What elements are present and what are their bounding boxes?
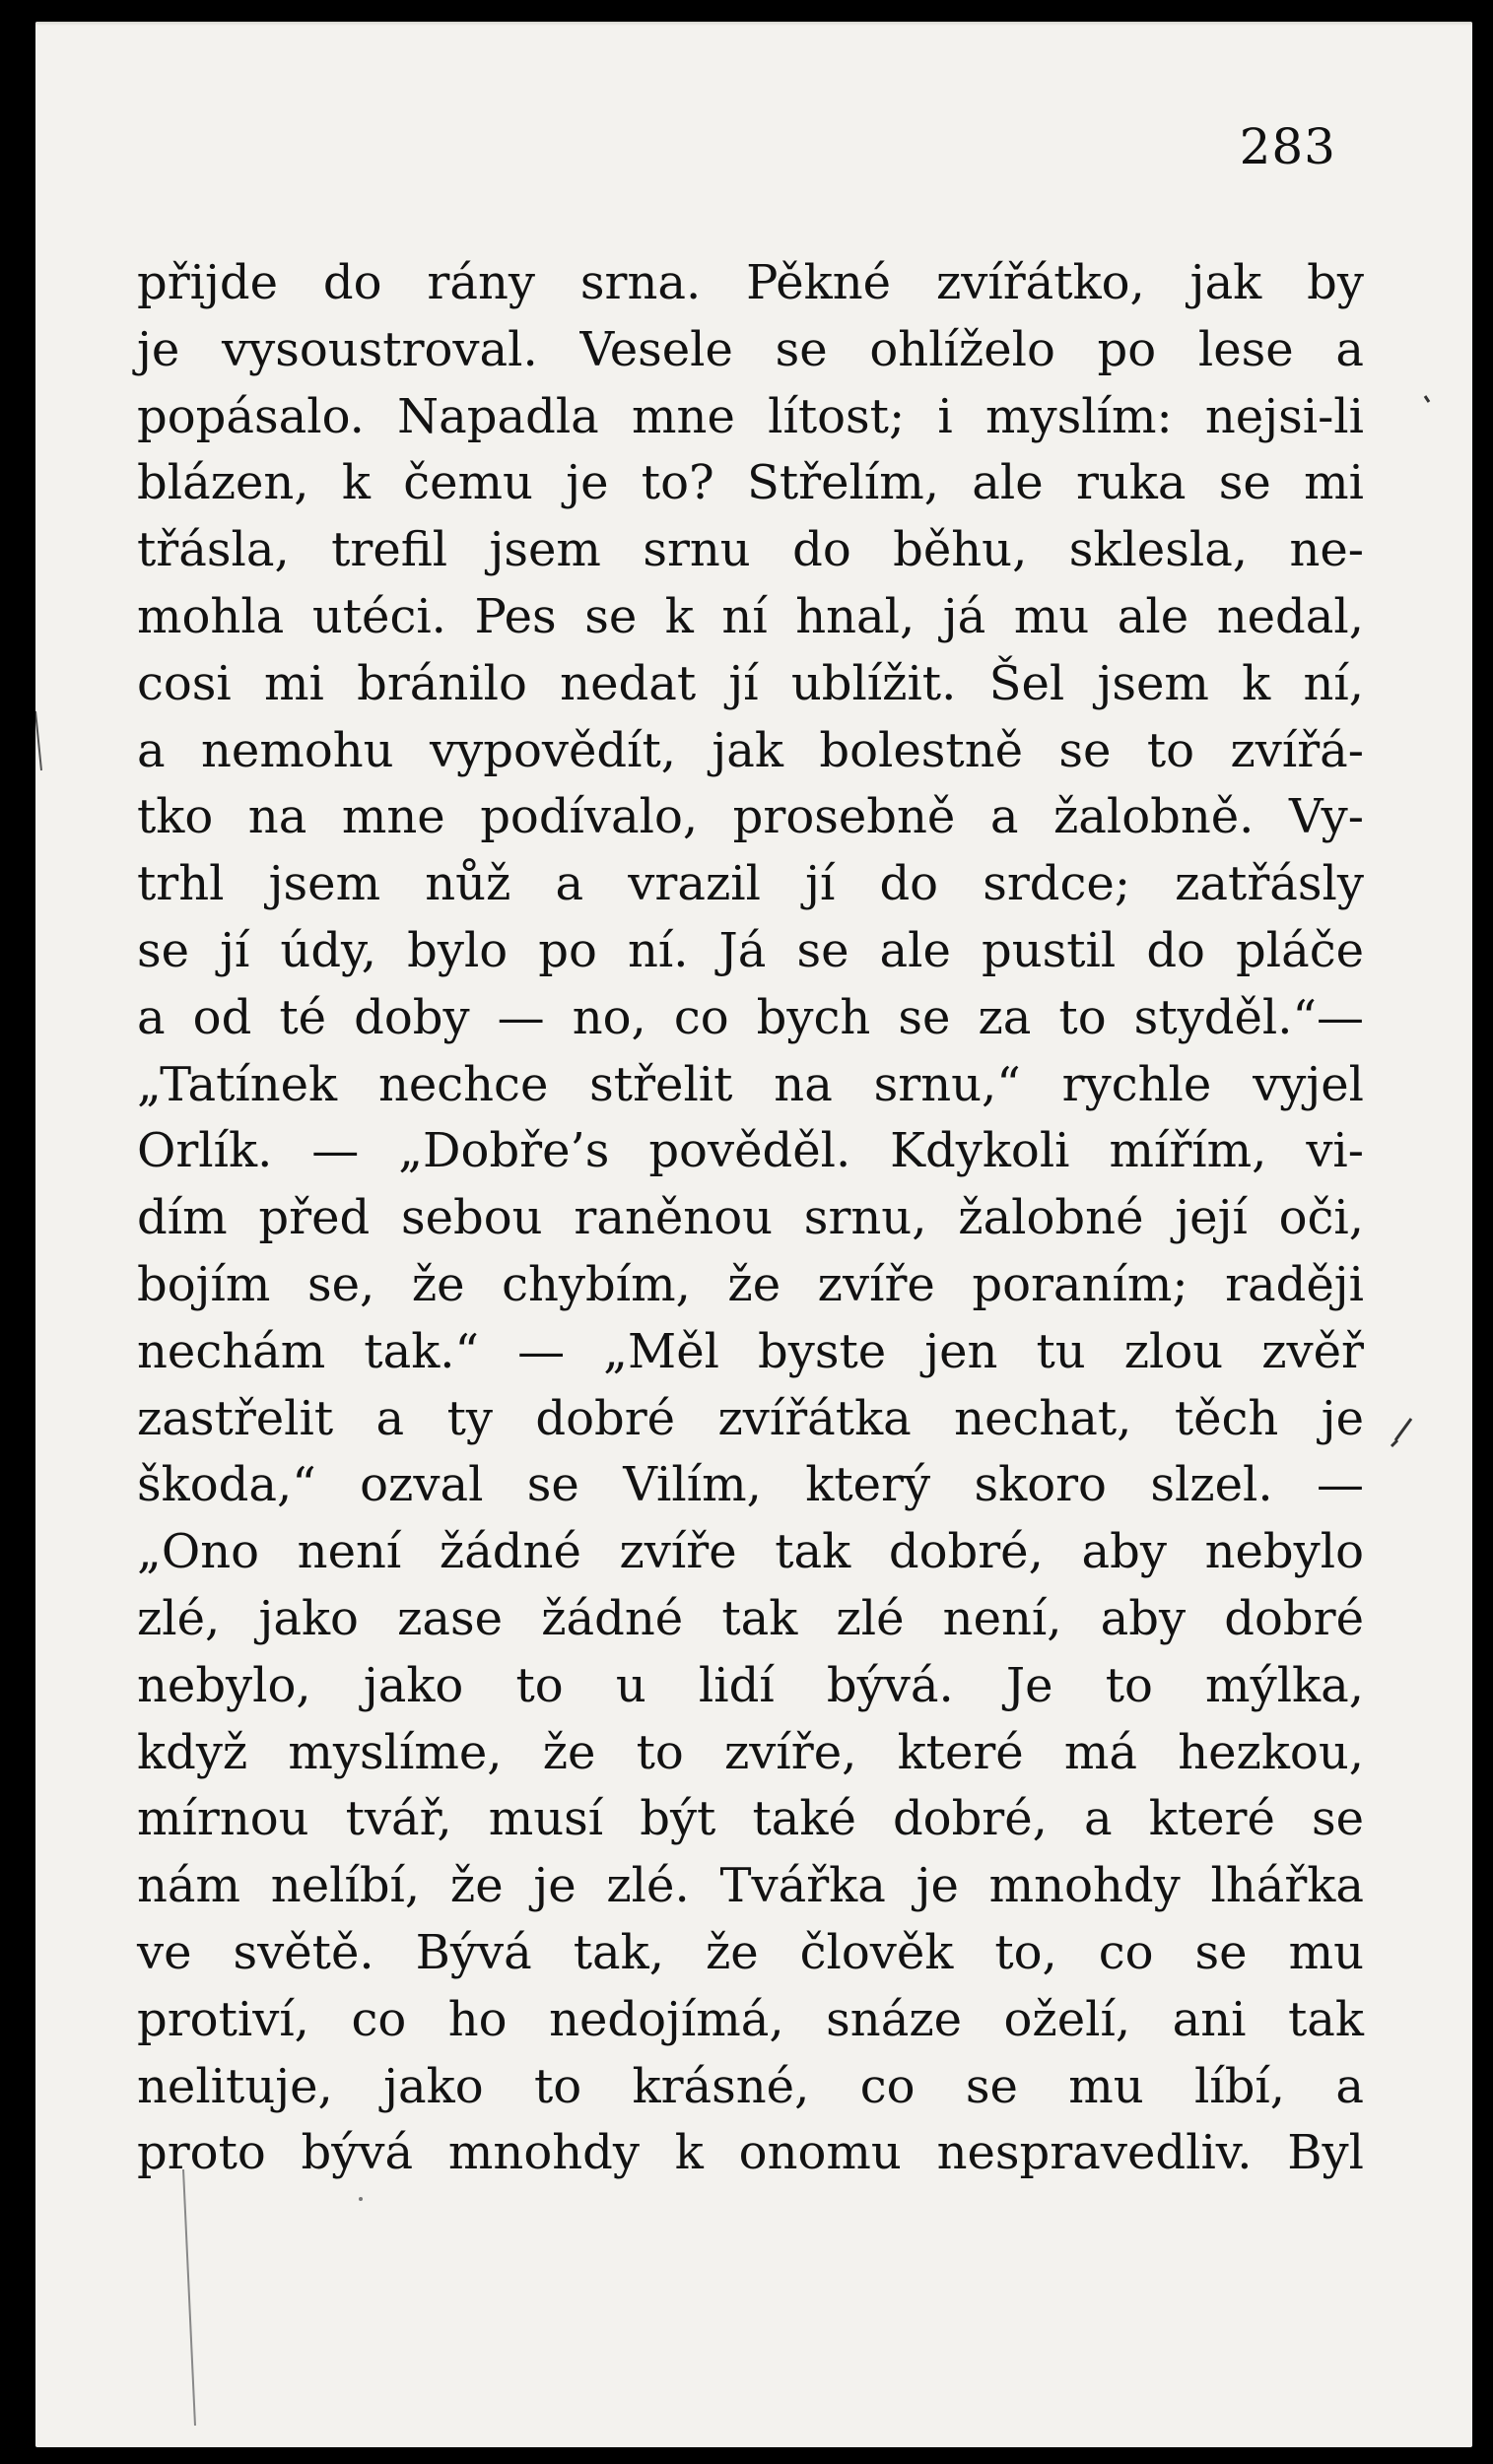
text-line: zastřelit a ty dobré zvířátka nechat, těch je [137, 1390, 1364, 1446]
scan-artifacts [35, 22, 1472, 2447]
text-line: se jí údy, bylo po ní. Já se ale pustil do pláče [137, 922, 1364, 978]
pencil-mark [1395, 1419, 1411, 1440]
text-line: je vysoustroval. Vesele se ohlíželo po lese a [137, 321, 1364, 377]
page-number: 283 [1239, 118, 1336, 175]
text-line: třásla, trefil jsem srnu do běhu, sklesla, ne- [137, 522, 1364, 578]
text-line: a od té doby — no, co bych se za to styděl.“— [137, 989, 1364, 1045]
text-line: škoda,“ ozval se Vilím, který skoro slzel. — [137, 1457, 1364, 1513]
pencil-mark [1391, 1440, 1397, 1446]
text-line: nebylo, jako to u lidí bývá. Je to mýlka, [137, 1657, 1364, 1713]
text-line: když myslíme, že to zvíře, které má hezkou, [137, 1724, 1364, 1780]
text-line: dím před sebou raněnou srnu, žalobné její oči, [137, 1190, 1364, 1246]
text-line: proto bývá mnohdy k onomu nespravedliv. Byl [137, 2125, 1364, 2181]
text-line: bojím se, že chybím, že zvíře poraním; raději [137, 1256, 1364, 1312]
text-line: Orlík. — „Dobře’s pověděl. Kdykoli mířím, vi- [137, 1123, 1364, 1179]
text-line: ve světě. Bývá tak, že člověk to, co se mu [137, 1924, 1364, 1980]
text-line: nechám tak.“ — „Měl byste jen tu zlou zvěř [137, 1323, 1364, 1379]
text-line: tko na mne podívalo, prosebně a žalobně. Vy- [137, 789, 1364, 845]
text-line: nám nelíbí, že je zlé. Tvářka je mnohdy lhářka [137, 1858, 1364, 1914]
text-line: mírnou tvář, musí být také dobré, a které se [137, 1791, 1364, 1847]
scan-edge-mark [183, 2169, 195, 2426]
text-line: „Tatínek nechce střelit na srnu,“ rychle vyjel [137, 1056, 1364, 1112]
scan-speck [359, 2197, 363, 2201]
text-line: a nemohu vypovědít, jak bolestně se to zvířá- [137, 722, 1364, 778]
text-line: protiví, co ho nedojímá, snáze oželí, ani tak [137, 1991, 1364, 2047]
text-line: „Ono není žádné zvíře tak dobré, aby nebylo [137, 1524, 1364, 1580]
text-line: trhl jsem nůž a vrazil jí do srdce; zatřásly [137, 856, 1364, 912]
scanned-page [35, 22, 1472, 2447]
text-line: blázen, k čemu je to? Střelím, ale ruka se mi [137, 455, 1364, 511]
text-line: cosi mi bránilo nedat jí ublížit. Šel jsem k ní, [137, 655, 1364, 711]
text-line: nelituje, jako to krásné, co se mu líbí, a [137, 2058, 1364, 2114]
scan-speck [1425, 396, 1429, 402]
text-line: mohla utéci. Pes se k ní hnal, já mu ale nedal, [137, 588, 1364, 644]
text-line: popásalo. Napadla mne lítost; i myslím: nejsi-li [137, 388, 1364, 444]
scan-edge-mark [35, 711, 41, 770]
text-line: zlé, jako zase žádné tak zlé není, aby dobré [137, 1590, 1364, 1646]
text-line: přijde do rány srna. Pěkné zvířátko, jak by [137, 255, 1364, 310]
